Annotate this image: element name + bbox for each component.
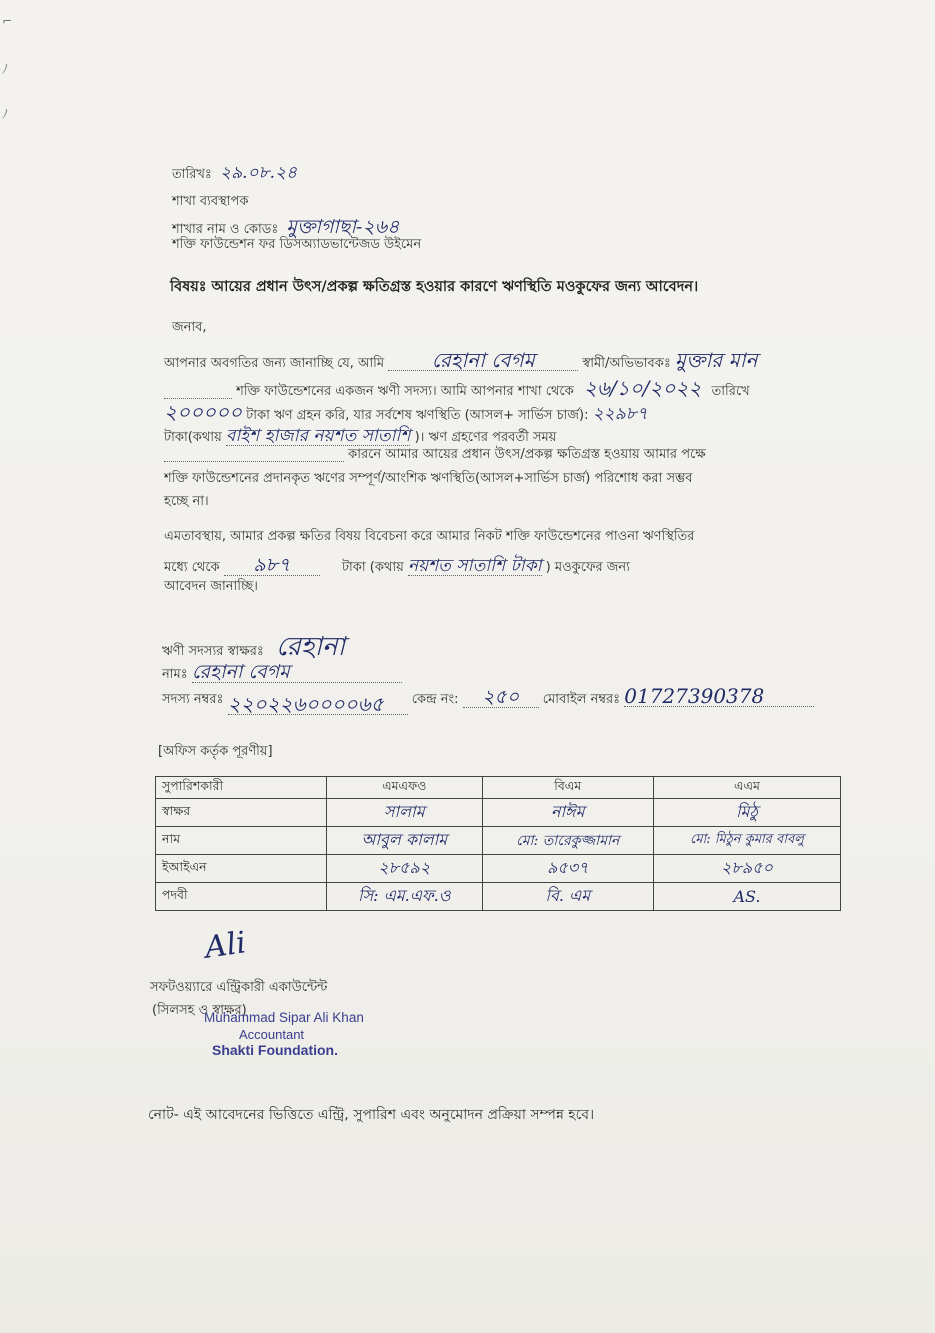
- member-name-line: [162, 663, 402, 683]
- am-signature: [653, 799, 840, 827]
- cell-value: ২৮৫৯২: [378, 858, 431, 877]
- guardian-label: স্বামী/অভিভাবকঃ: [582, 356, 671, 371]
- mfo-signature: [327, 799, 483, 827]
- body2-line-2: [164, 556, 630, 576]
- body-text: শক্তি ফাউন্ডেশনের একজন ঋণী সদস্য। আমি আপনার শাখা থেকে: [236, 384, 574, 399]
- branch-label: শাখার নাম ও কোডঃ: [172, 222, 279, 237]
- body-line-4: [164, 428, 556, 446]
- body-text: আপনার অবগতির জন্য জানাচ্ছি যে, আমি: [164, 356, 385, 371]
- mfo-designation: [327, 883, 483, 911]
- branch-value: মুক্তাগাছা-২৬৪: [286, 216, 400, 238]
- body-line-1: [164, 350, 757, 371]
- bm-signature: [482, 799, 653, 827]
- applicant-name: রেহানা বেগম: [388, 350, 578, 371]
- guardian-name: মুক্তার মান: [674, 348, 758, 372]
- edge-scribbles: ⌐ ﾉ ﾉ: [2, 14, 13, 121]
- cell-value: AS.: [733, 887, 761, 906]
- cell-value: মো: মিঠুন কুমার বাবলু: [690, 832, 804, 847]
- cell-value: ২৮৯৫০: [721, 858, 773, 877]
- body-line-5: [164, 448, 706, 462]
- blank-dots: [164, 385, 232, 399]
- mfo-name: [327, 827, 483, 855]
- cell-value: সি: এম.এফ.ও: [358, 886, 451, 905]
- cell-value: ৯৫৩৭: [546, 858, 589, 877]
- cell-value: বি. এম: [545, 886, 591, 905]
- body-text: মধ্যে থেকে: [164, 560, 220, 575]
- stamp-name: Muhammad Sipar Ali Khan: [204, 1010, 364, 1025]
- header-am: এএম: [653, 777, 840, 799]
- row-label-signature: স্বাক্ষর: [156, 799, 327, 827]
- waiver-amount: ৯৮৭: [224, 556, 320, 576]
- member-name: রেহানা বেগম: [192, 663, 402, 683]
- body-line-2: [164, 378, 750, 399]
- row-label-ein: ইআইএন: [156, 855, 327, 883]
- loan-balance: ২২৯৮৭: [592, 404, 648, 424]
- member-no-label: সদস্য নম্বরঃ: [162, 692, 224, 707]
- salutation: জনাব,: [172, 320, 207, 335]
- accountant-seal-label: (সিলসহ ও স্বাক্ষর): [152, 1003, 247, 1018]
- blank-dots: [164, 448, 344, 462]
- office-section-title: [অফিস কর্তৃক পূরণীয়]: [158, 744, 273, 759]
- body-line-3: [164, 402, 648, 423]
- date-line: [172, 160, 297, 188]
- stamp-role: Accountant: [239, 1027, 305, 1042]
- date-value: ২৯.০৮.২৪: [220, 163, 298, 183]
- am-ein: [653, 855, 840, 883]
- member-signature-line: [162, 634, 345, 660]
- am-name: [653, 827, 840, 855]
- body2-line-1: এমতাবস্থায়, আমার প্রকল্প ক্ষতির বিষয় বিবেচনা করে আমার নিকট শক্তি ফাউন্ডেশনের পাওনা ঋণস্থিতির: [164, 529, 695, 544]
- bm-name: [482, 827, 653, 855]
- body-text: তারিখে: [711, 384, 750, 399]
- table-row: [156, 855, 841, 883]
- org-line: শক্তি ফাউন্ডেশন ফর ডিসঅ্যাডভান্টেজড উইমেন: [172, 237, 422, 252]
- loan-date: ২৬/১০/২০২২: [583, 376, 702, 400]
- signature-label: ঋণী সদস্যর স্বাক্ষরঃ: [162, 644, 264, 659]
- am-designation: [653, 883, 840, 911]
- header-bm: বিএম: [482, 777, 653, 799]
- accountant-signature: Ali: [202, 925, 249, 966]
- table-row: [156, 799, 841, 827]
- header-recommender: সুপারিশকারী: [156, 777, 327, 799]
- stamp-org: Shakti Foundation.: [212, 1042, 338, 1058]
- cell-value: আবুল কালাম: [361, 830, 448, 849]
- header-mfo: এমএফও: [327, 777, 483, 799]
- balance-in-words: বাইশ হাজার নয়শত সাতাশি: [225, 426, 411, 446]
- body2-line-3: আবেদন জানাচ্ছি।: [164, 579, 258, 594]
- table-row: [156, 883, 841, 911]
- subject-line: বিষয়ঃ আয়ের প্রধান উৎস/প্রকল্প ক্ষতিগ্রস্ত হওয়ার কারণে ঋণস্থিতি মওকুফের জন্য আবেদন।: [170, 279, 699, 295]
- mfo-ein: [327, 855, 483, 883]
- footer-note: নোট- এই আবেদনের ভিত্তিতে এন্ট্রি, সুপারিশ এবং অনুমোদন প্রক্রিয়া সম্পন্ন হবে।: [148, 1107, 595, 1123]
- table-header-row: [156, 777, 841, 799]
- center-label: কেন্দ্র নং:: [411, 692, 459, 707]
- body-line-6: শক্তি ফাউন্ডেশনের প্রদানকৃত ঋণের সম্পূর্ণ/আংশিক ঋণস্থিতি(আসল+সার্ভিস চার্জ) পরিশোধ করা সম্ভব: [164, 471, 693, 486]
- body-text: কারনে আমার আয়ের প্রধান উৎস/প্রকল্প ক্ষতিগ্রস্ত হওয়ায় আমার পক্ষে: [348, 447, 706, 462]
- member-number: ২২০২২৬০০০০৬৫: [228, 694, 408, 715]
- row-label-designation: পদবী: [156, 883, 327, 911]
- member-number-line: [162, 684, 814, 716]
- body-text: )। ঋণ গ্রহণের পরবর্তী সময়: [414, 430, 557, 445]
- body-text: ) মওকুফের জন্য: [545, 560, 630, 575]
- cell-value: নাঈম: [550, 802, 585, 821]
- cell-value: সালাম: [383, 802, 425, 821]
- row-label-name: নাম: [156, 827, 327, 855]
- mobile-label: মোবাইল নম্বরঃ: [542, 692, 621, 707]
- name-label: নামঃ: [162, 667, 188, 682]
- loan-amount: ২০০০০০: [164, 400, 243, 424]
- date-label: তারিখঃ: [172, 167, 212, 182]
- body-text: টাকা ঋণ গ্রহন করি, যার সর্বশেষ ঋণস্থিতি (আসল+ সার্ভিস চার্জ):: [246, 408, 589, 423]
- accountant-title: সফটওয়্যারে এন্ট্রিকারী একাউন্টেন্ট: [150, 980, 328, 995]
- office-table: [155, 776, 841, 911]
- body-text: টাকা(কথায়: [164, 430, 222, 445]
- body-text: টাকা (কথায়: [341, 560, 404, 575]
- cell-value: মিঠু: [735, 802, 758, 821]
- waiver-in-words: নয়শত সাতাশি টাকা: [407, 556, 542, 576]
- member-signature: রেহানা: [275, 632, 346, 662]
- bm-designation: [482, 883, 653, 911]
- addressee-line: শাখা ব্যবস্থাপক: [172, 194, 249, 209]
- mobile-number: 01727390378: [624, 686, 814, 707]
- body-line-7: হচ্ছে না।: [164, 494, 209, 509]
- center-number: ২৫০: [463, 688, 539, 708]
- bm-ein: [482, 855, 653, 883]
- table-row: [156, 827, 841, 855]
- cell-value: মো: তারেকুজ্জামান: [516, 832, 620, 849]
